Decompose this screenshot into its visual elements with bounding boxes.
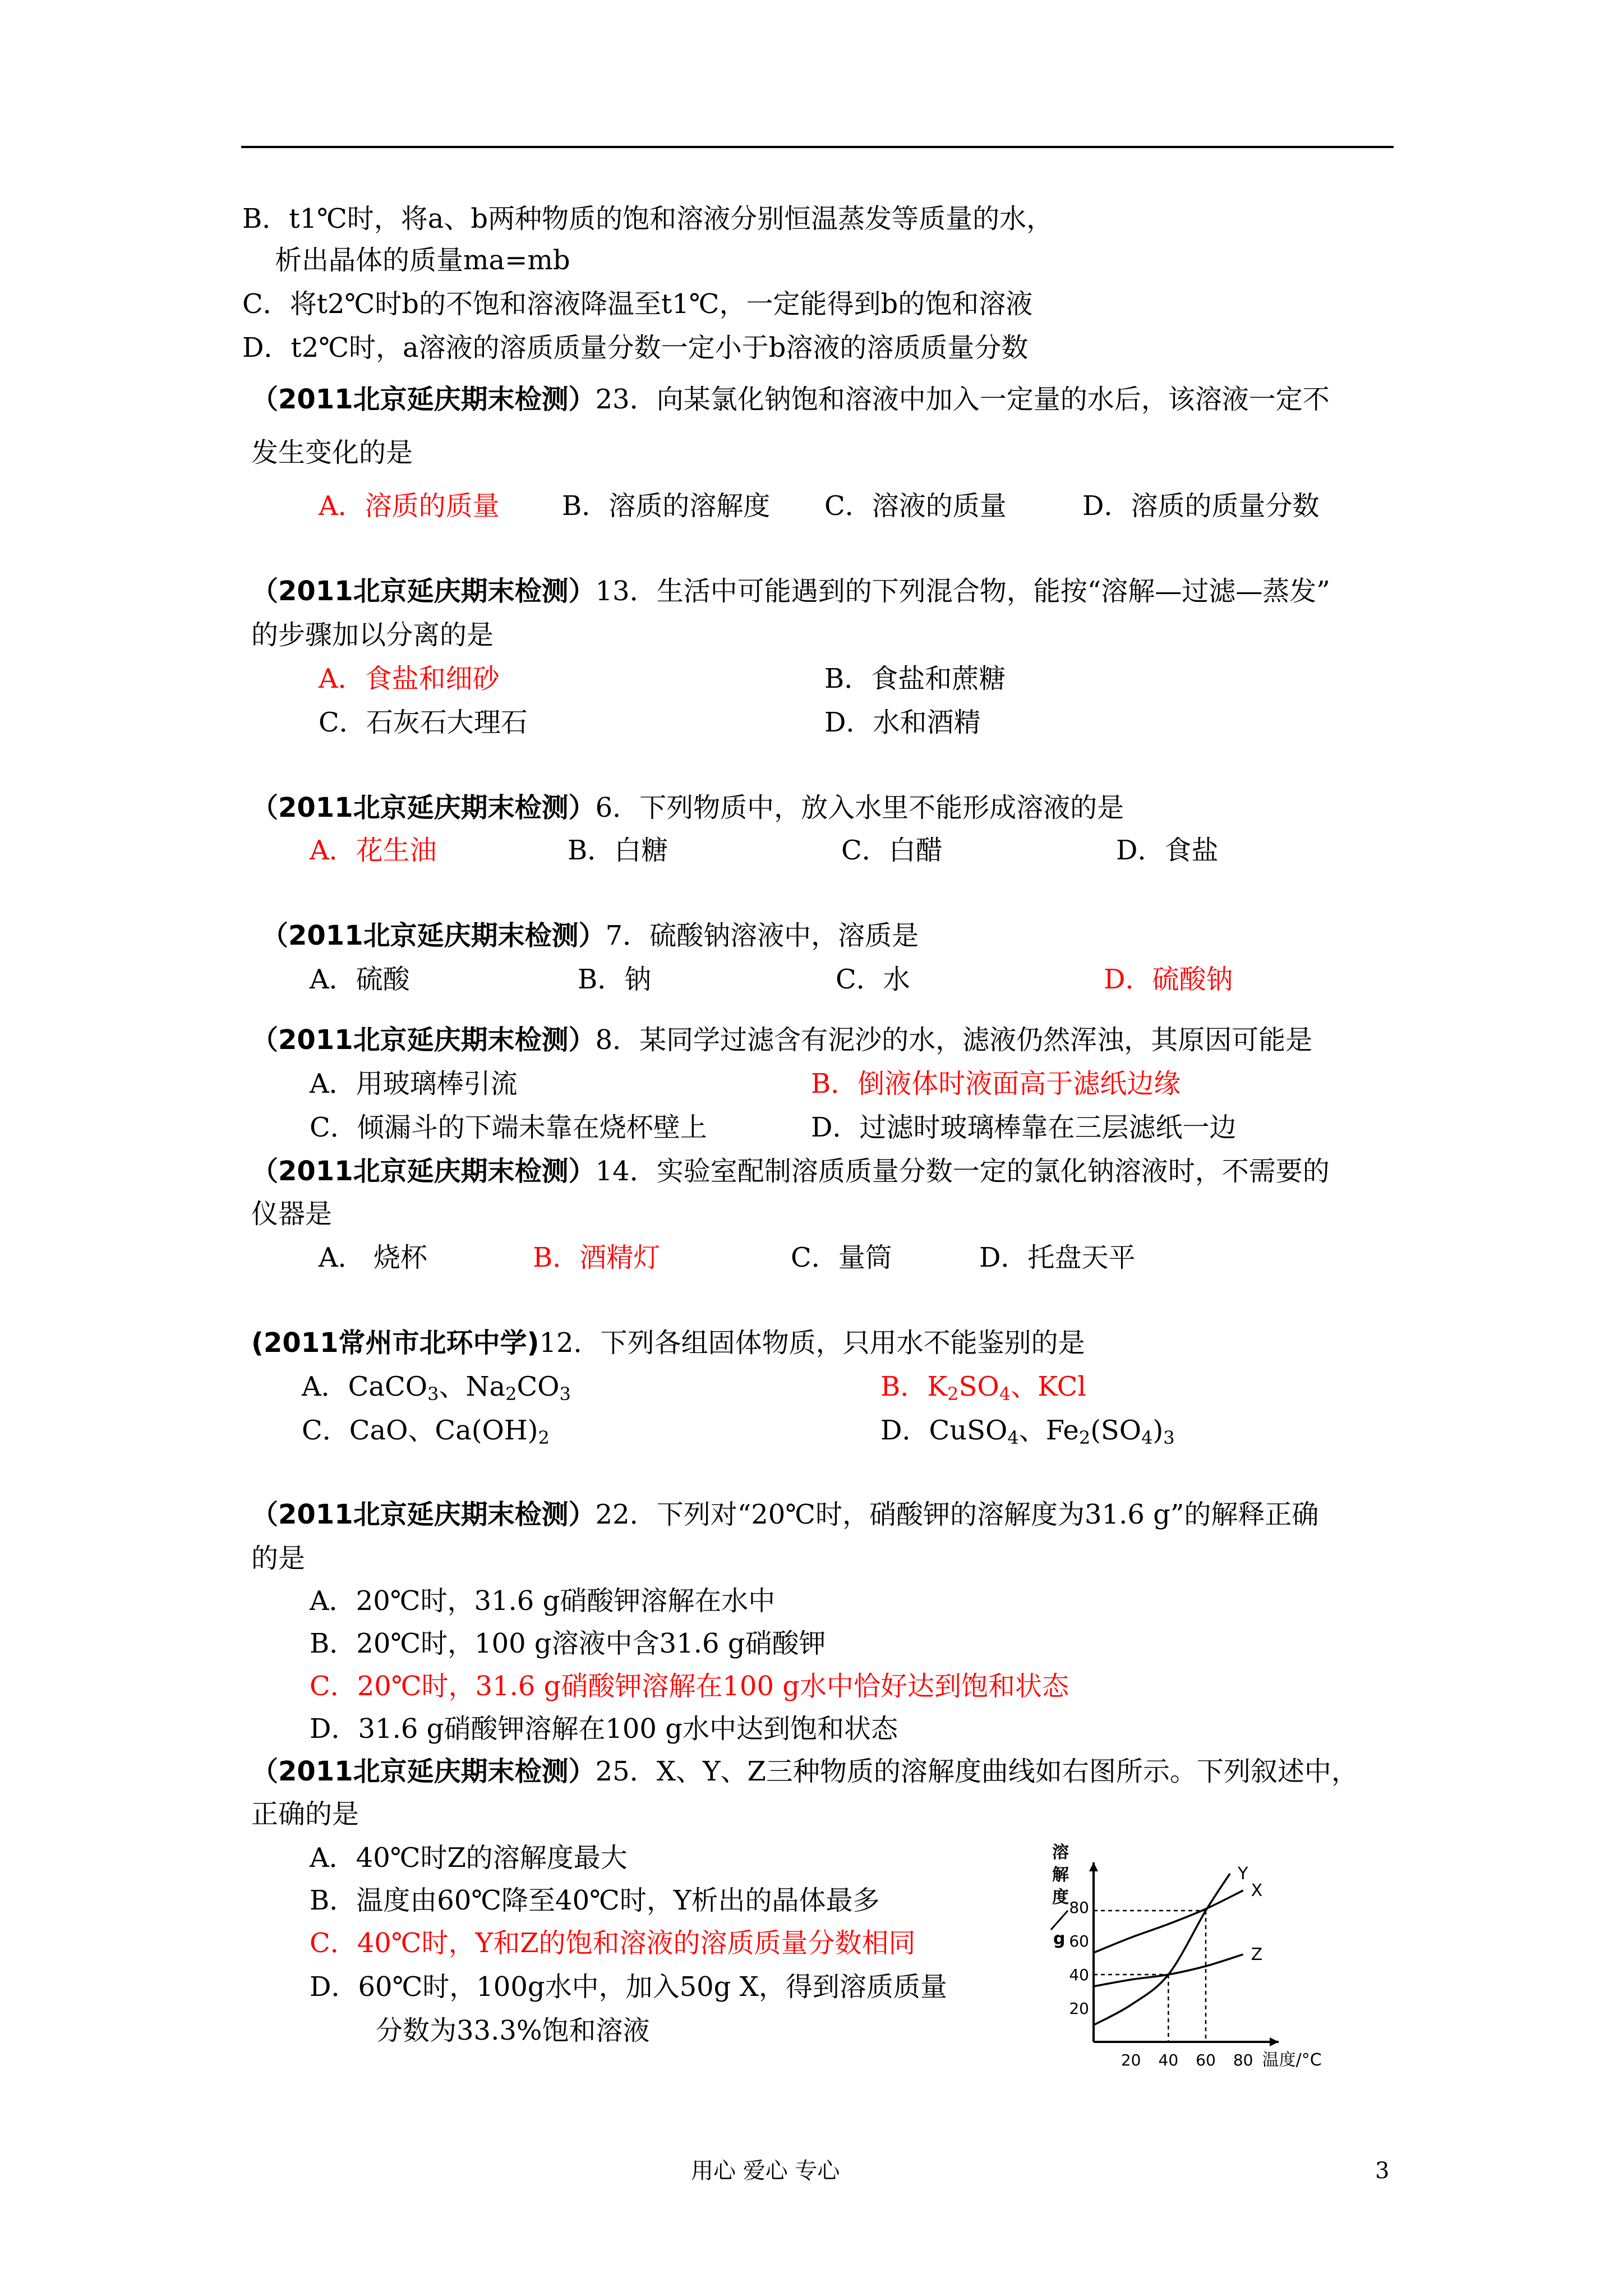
y-axis-label-char: g <box>1053 1929 1066 1949</box>
x-axis-label: 温度/°C <box>1262 2050 1322 2070</box>
question-source: （2011北京延庆期末检测） <box>251 1499 596 1530</box>
option: D．过滤时玻璃棒靠在三层滤纸一边 <box>811 1112 1237 1143</box>
option: A．40℃时Z的溶解度最大 <box>310 1842 628 1874</box>
option: D．托盘天平 <box>979 1242 1136 1273</box>
subscript: 4 <box>1141 1427 1153 1448</box>
subscript: 4 <box>1007 1427 1019 1448</box>
series-label-z: Z <box>1251 1945 1263 1964</box>
option: B．白糖 <box>568 835 668 866</box>
chart-curves <box>1094 1874 1243 2025</box>
subscript: 2 <box>1078 1427 1091 1448</box>
subscript: 3 <box>559 1383 571 1405</box>
option: D．溶质的质量分数 <box>1082 490 1320 522</box>
question-14 <box>251 1153 1330 1189</box>
formula-text: SO <box>958 1371 999 1402</box>
answer-option: A．食盐和细砂 <box>319 663 500 694</box>
option-line: C．将t2℃时b的不饱和溶液降温至t1℃，一定能得到b的饱和溶液 <box>242 288 1033 320</box>
question-stem: 6．下列物质中，放入水里不能形成溶液的是 <box>595 792 1124 823</box>
formula-text: C．CaO、Ca(OH) <box>302 1415 538 1446</box>
question-stem-cont: 正确的是 <box>251 1798 359 1830</box>
option: A．20℃时，31.6 g硝酸钾溶解在水中 <box>310 1585 776 1617</box>
question-stem: 13．生活中可能遇到的下列混合物，能按“溶解—过滤—蒸发” <box>595 576 1330 607</box>
question-stem-cont: 的步骤加以分离的是 <box>251 619 494 651</box>
y-axis-label-char: 度 <box>1052 1888 1069 1907</box>
question-25 <box>251 1754 1358 1789</box>
curve-x <box>1094 1890 1243 1953</box>
footer-text: 用心 爱心 专心 <box>691 2158 840 2184</box>
question-stem: 22．下列对“20℃时，硝酸钾的溶解度为31.6 g”的解释正确 <box>595 1499 1319 1530</box>
question-stem: 12．下列各组固体物质，只用水不能鉴别的是 <box>539 1327 1085 1359</box>
option-cont: 分数为33.3%饱和溶液 <box>376 2015 650 2046</box>
y-tick-label: 20 <box>1069 1999 1089 2018</box>
option-line: D．t2℃时，a溶液的溶质质量分数一定小于b溶液的溶质质量分数 <box>242 332 1029 364</box>
y-axis-arrow <box>1089 1862 1098 1871</box>
option: B．温度由60℃降至40℃时，Y析出的晶体最多 <box>310 1885 880 1916</box>
formula-text: (SO <box>1090 1415 1142 1446</box>
formula-text: 、Fe <box>1018 1415 1079 1446</box>
option: B．20℃时，100 g溶液中含31.6 g硝酸钾 <box>310 1628 826 1659</box>
option: C．溶液的质量 <box>824 490 1007 522</box>
series-label-y: Y <box>1238 1864 1248 1884</box>
question-source: （2011北京延庆期末检测） <box>251 792 596 823</box>
curve-y <box>1094 1874 1230 2025</box>
option: D．水和酒精 <box>824 707 981 738</box>
option: C．水 <box>836 964 910 995</box>
question-source: （2011北京延庆期末检测） <box>251 1756 596 1787</box>
x-tick-label: 80 <box>1233 2051 1253 2069</box>
question-stem: 7．硫酸钠溶液中，溶质是 <box>605 920 919 951</box>
question-12 <box>251 1325 1085 1361</box>
y-axis-label-slash <box>1051 1911 1068 1930</box>
option: C．白醋 <box>841 835 943 866</box>
question-stem: 14．实验室配制溶质质量分数一定的氯化钠溶液时，不需要的 <box>595 1156 1330 1187</box>
formula-text: CO <box>517 1371 560 1402</box>
question-stem-cont: 发生变化的是 <box>251 437 413 468</box>
question-6 <box>251 790 1124 826</box>
question-8 <box>251 1022 1312 1058</box>
subscript: 3 <box>1163 1427 1175 1448</box>
page-number: 3 <box>1375 2158 1390 2184</box>
solubility-chart <box>1043 1834 1357 2081</box>
formula-text: 、KCl <box>1011 1371 1086 1402</box>
answer-option: B．酒精灯 <box>533 1242 661 1273</box>
question-source: (2011常州市北环中学) <box>251 1327 540 1359</box>
series-label-x: X <box>1251 1881 1263 1901</box>
option: B．钠 <box>578 964 652 995</box>
formula-text: A．CaCO <box>302 1371 428 1402</box>
option: C．量筒 <box>791 1242 892 1273</box>
question-stem-cont: 仪器是 <box>251 1198 333 1230</box>
formula-text: D．CuSO <box>880 1415 1008 1446</box>
header-rule <box>241 146 1394 148</box>
question-source: （2011北京延庆期末检测） <box>251 384 596 415</box>
answer-option: A．花生油 <box>310 835 437 866</box>
option <box>302 1369 571 1405</box>
question-22 <box>251 1497 1318 1533</box>
question-source: （2011北京延庆期末检测） <box>251 576 596 607</box>
subscript: 3 <box>427 1383 439 1405</box>
answer-option <box>880 1369 1086 1405</box>
option: B．溶质的溶解度 <box>562 490 771 522</box>
x-tick-label: 40 <box>1158 2051 1179 2069</box>
question-stem: 8．某同学过滤含有泥沙的水，滤液仍然浑浊，其原因可能是 <box>595 1024 1313 1056</box>
option: B．食盐和蔗糖 <box>824 663 1006 694</box>
option: C．石灰石大理石 <box>319 707 528 738</box>
option <box>880 1412 1175 1448</box>
y-axis-label-char: 解 <box>1052 1865 1069 1885</box>
answer-option: D．硫酸钠 <box>1104 964 1233 995</box>
formula-text: 、Na <box>439 1371 506 1402</box>
chart-labels <box>1051 1843 1322 2070</box>
formula-text: B．K <box>880 1371 948 1402</box>
option: A．硫酸 <box>310 964 410 995</box>
subscript: 2 <box>947 1383 959 1405</box>
question-stem: 23．向某氯化钠饱和溶液中加入一定量的水后，该溶液一定不 <box>595 384 1330 415</box>
question-7 <box>261 918 919 954</box>
option: A． 烧杯 <box>319 1242 427 1273</box>
question-stem: 25．X、Y、Z三种物质的溶解度曲线如右图所示。下列叙述中， <box>595 1756 1358 1787</box>
chart-axes <box>1089 1862 1279 2046</box>
option: D．食盐 <box>1116 835 1219 866</box>
option: D．60℃时，100g水中，加入50g X，得到溶质质量 <box>310 1971 947 2003</box>
answer-option: C．20℃时，31.6 g硝酸钾溶解在100 g水中恰好达到饱和状态 <box>310 1671 1069 1702</box>
formula-text: ) <box>1152 1415 1164 1446</box>
option <box>302 1412 550 1448</box>
y-tick-label: 80 <box>1069 1898 1089 1917</box>
subscript: 2 <box>505 1383 517 1405</box>
y-tick-label: 40 <box>1069 1966 1089 1984</box>
question-13 <box>251 573 1330 609</box>
x-axis-arrow <box>1270 2037 1279 2046</box>
option: A．用玻璃棒引流 <box>310 1068 518 1099</box>
curve-z <box>1094 1954 1243 1986</box>
x-tick-label: 60 <box>1196 2051 1216 2069</box>
option: D．31.6 g硝酸钾溶解在100 g水中达到饱和状态 <box>310 1713 898 1745</box>
option-line: B．t1℃时，将a、b两种物质的饱和溶液分别恒温蒸发等质量的水， <box>242 203 1054 234</box>
y-axis-label-char: 溶 <box>1052 1843 1069 1862</box>
x-tick-label: 20 <box>1121 2051 1141 2069</box>
answer-option: C．40℃时，Y和Z的饱和溶液的溶质质量分数相同 <box>310 1927 916 1959</box>
question-source: （2011北京延庆期末检测） <box>251 1156 596 1187</box>
question-source: （2011北京延庆期末检测） <box>251 1024 596 1056</box>
question-23 <box>251 381 1330 417</box>
subscript: 4 <box>999 1383 1011 1405</box>
question-stem-cont: 的是 <box>251 1543 306 1574</box>
y-tick-label: 60 <box>1069 1932 1089 1950</box>
option: C．倾漏斗的下端未靠在烧杯壁上 <box>310 1112 707 1143</box>
option-line-cont: 析出晶体的质量ma=mb <box>275 245 570 276</box>
answer-option: A．溶质的质量 <box>319 490 500 522</box>
subscript: 2 <box>538 1427 550 1448</box>
answer-option: B．倒液体时液面高于滤纸边缘 <box>811 1068 1181 1099</box>
question-source: （2011北京延庆期末检测） <box>261 920 606 951</box>
